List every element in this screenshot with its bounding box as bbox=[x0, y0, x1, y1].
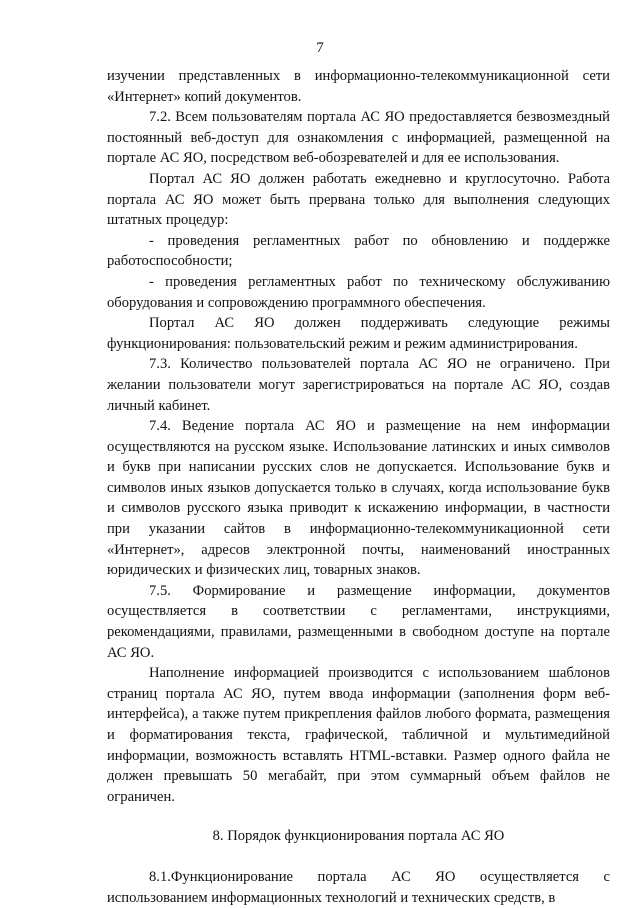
paragraph-7-5: 7.5. Формирование и размещение информации, документов осуществляется в соответствии с регламентами, инструкциями, рекомендациями, правилами, размещенными в свободном доступе на портале АС ЯО. bbox=[107, 582, 610, 661]
section-heading: 8. Порядок функционирования портала АС ЯО bbox=[212, 828, 505, 845]
paragraph-filling: Наполнение информацией производится с использованием шаблонов страниц портала АС ЯО, путем ввода информации (заполнения форм веб-интерфейса), а также путем прикрепления файлов любого формата, размещения и форматирования текста, графической, табличной и мультимедийной информации, возможность вставлять HTML-вставки. Размер одного файла не должен превышать 50 мегабайт, при этом суммарный объем файлов не ограничен. bbox=[107, 665, 610, 805]
page-number: 7 bbox=[316, 40, 324, 56]
list-item-service: - проведения регламентных работ по техническому обслуживанию оборудования и сопровождению программного обеспечения. bbox=[107, 273, 610, 311]
paragraph-7-4: 7.4. Ведение портала АС ЯО и размещение на нем информации осуществляются на русском языке. Использование латинских и иных символов и букв при написании русских слов не допускается. Использование букв и символов иных языков допускается только в случаях, когда использование букв и символов русского языка приводит к искажению информации, в частности при указании сайтов в информационно-телекоммуникационной сети «Интернет», адресов электронной почты, наименований иностранных юридических и физических лиц, товарных знаков. bbox=[107, 418, 610, 579]
list-item-maintenance: - проведения регламентных работ по обновлению и поддержке работоспособности; bbox=[107, 232, 610, 270]
paragraph-modes: Портал АС ЯО должен поддерживать следующие режимы функционирования: пользовательский режим и режим администрирования. bbox=[107, 315, 610, 352]
paragraph-7-2: 7.2. Всем пользователям портала АС ЯО предоставляется безвозмездный постоянный веб-доступ для ознакомления с информацией, размещенной на портале АС ЯО, посредством веб-обозревателей и для ее использования. bbox=[107, 109, 610, 167]
paragraph-schedule: Портал АС ЯО должен работать ежедневно и круглосуточно. Работа портала АС ЯО может быть прервана только для выполнения следующих штатных процедур: bbox=[107, 170, 610, 229]
paragraph-7-3: 7.3. Количество пользователей портала АС ЯО не ограничено. При желании пользователи могут зарегистрироваться на портале АС ЯО, создав личный кабинет. bbox=[107, 356, 610, 414]
paragraph-8-1: 8.1.Функционирование портала АС ЯО осуществляется с использованием информационных технологий и технических средств, в bbox=[107, 868, 610, 906]
document-body bbox=[107, 66, 610, 908]
paragraph-continuation: изучении представленных в информационно-телекоммуникационной сети «Интернет» копий документов. bbox=[107, 68, 610, 105]
